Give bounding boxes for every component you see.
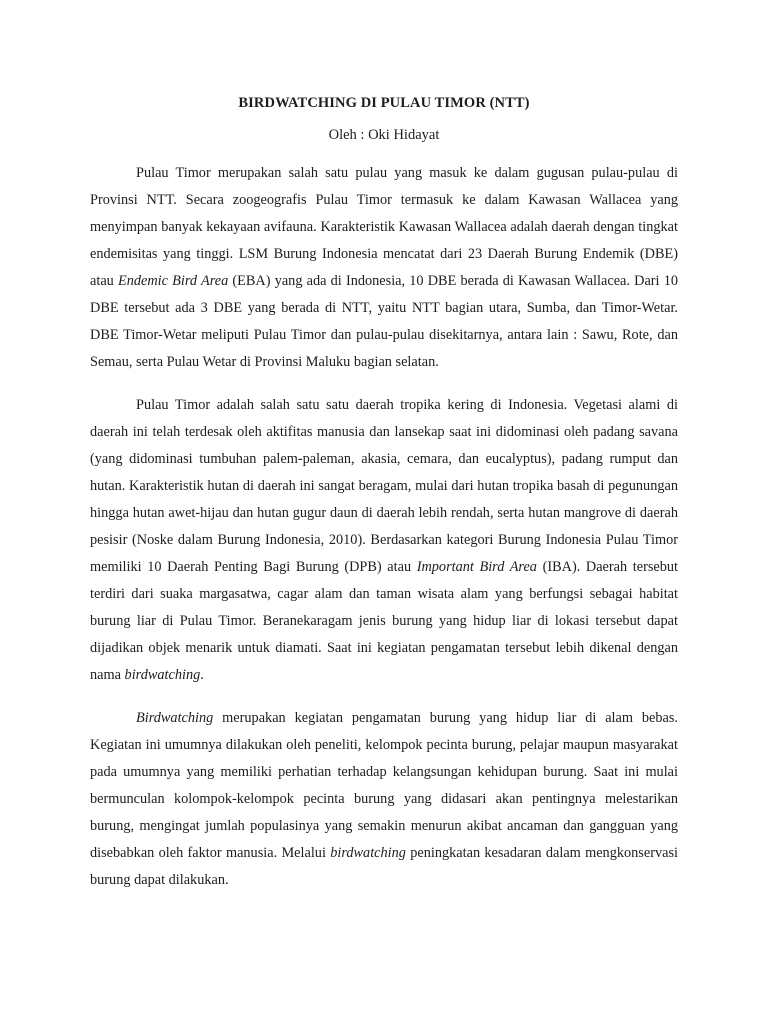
document-author: Oleh : Oki Hidayat [328,127,440,143]
document-title: BIRDWATCHING DI PULAU TIMOR (NTT) [238,95,530,111]
paragraph-text: (IBA). Daerah tersebut terdiri dari suaka margasatwa, cagar alam dan taman wisata alam yang berfungsi sebagai habitat burung liar di Pulau Timor. Beranekaragam jenis burung yang hidup liar di lokasi tersebut dapat dijadikan objek menarik untuk diamati. Saat ini kegiatan pengamatan tersebut lebih dikenal dengan nama [90,559,679,683]
italic-term: Endemic Bird Area [117,273,229,289]
paragraph-text: merupakan kegiatan pengamatan burung yang hidup liar di alam bebas. Kegiatan ini umumnya dilakukan oleh peneliti, kelompok pecinta burung, pelajar maupun masyarakat pada umumnya yang memiliki perhatian terhadap kelangsungan kehidupan burung. Saat ini mulai bermunculan kolompok-kelompok pecinta burung yang didasari akan pentingnya melestarikan burung, mengingat jumlah populasinya yang semakin menurun akibat ancaman dan gangguan yang disebabkan oleh faktor manusia. Melalui [90,710,678,861]
paragraph-text: (EBA) yang ada di Indonesia, 10 DBE berada di Kawasan Wallacea. Dari 10 DBE tersebut ada 3 DBE yang berada di NTT, yaitu NTT bagian utara, Sumba, dan Timor-Wetar. DBE Timor-Wetar meliputi Pulau Timor dan pulau-pulau disekitarnya, antara lain : Sawu, Rote, dan Semau, serta Pulau Wetar di Provinsi Maluku bagian selatan. [90,273,678,370]
paragraph [90,160,678,376]
italic-term: birdwatching [330,845,406,861]
paragraph-text: . [200,667,204,683]
paragraph-text: peningkatan kesadaran dalam mengkonservasi burung dapat dilakukan. [90,845,678,888]
paragraph-text: Pulau Timor adalah salah satu satu daerah tropika kering di Indonesia. Vegetasi alami di daerah ini telah terdesak oleh aktifitas manusia dan lansekap saat ini didominasi oleh padang savana (yang didominasi tumbuhan palem-paleman, akasia, cemara, dan eucalyptus), padang rumput dan hutan. Karakteristik hutan di daerah ini sangat beragam, mulai dari hutan tropika basah di pegunungan hingga hutan awet-hijau dan hutan gugur daun di daerah lebih rendah, serta hutan mangrove di daerah pesisir (Noske dalam Burung Indonesia, 2010). Berdasarkan kategori Burung Indonesia Pulau Timor memiliki 10 Daerah Penting Bagi Burung (DPB) atau [90,397,678,575]
paragraph [90,705,678,894]
document-body [90,160,678,910]
italic-term: Important Bird Area [416,559,537,575]
italic-term: birdwatching [124,667,201,683]
paragraph-text: Pulau Timor merupakan salah satu pulau yang masuk ke dalam gugusan pulau-pulau di Provinsi NTT. Secara zoogeografis Pulau Timor termasuk ke dalam Kawasan Wallacea yang menyimpan banyak kekayaan avifauna. Karakteristik Kawasan Wallacea adalah daerah dengan tingkat endemisitas yang tinggi. LSM Burung Indonesia mencatat dari 23 Daerah Burung Endemik (DBE) atau [90,165,678,289]
italic-term: Birdwatching [136,710,214,726]
paragraph [90,392,678,689]
